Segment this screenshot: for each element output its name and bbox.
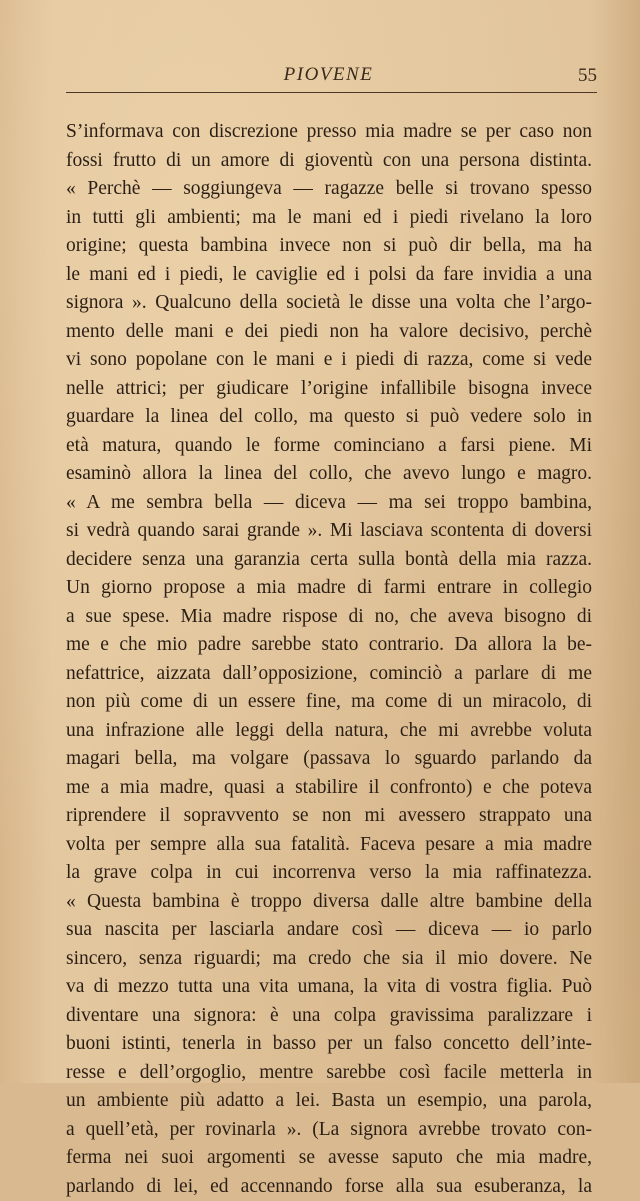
text-line: origine; questa bambina invece non si può dir bella, ma ha	[66, 232, 592, 261]
text-line: una infrazione alle leggi della natura, che mi avrebbe voluta	[66, 717, 592, 746]
text-line: diventare una signora: è una colpa gravissima paralizzare i	[66, 1002, 592, 1031]
text-line: sua nascita per lasciarla andare così — diceva — io parlo	[66, 916, 592, 945]
text-line: Un giorno propose a mia madre di farmi entrare in collegio	[66, 574, 592, 603]
text-line: età matura, quando le forme cominciano a farsi piene. Mi	[66, 432, 592, 461]
text-line: un ambiente più adatto a lei. Basta un esempio, una parola,	[66, 1087, 592, 1116]
text-line: guardare la linea del collo, ma questo si può vedere solo in	[66, 403, 592, 432]
page-number: 55	[578, 65, 597, 87]
header-rule	[66, 92, 597, 93]
text-line: ferma nei suoi argomenti se avesse saputo che mia madre,	[66, 1144, 592, 1173]
text-line: le mani ed i piedi, le caviglie ed i polsi da fare invidia a una	[66, 261, 592, 290]
text-line: volta per sempre alla sua fatalità. Faceva pesare a mia madre	[66, 831, 592, 860]
body-text	[66, 118, 592, 1201]
text-line: fossi frutto di un amore di gioventù con una persona distinta.	[66, 147, 592, 176]
text-line: « Perchè — soggiungeva — ragazze belle si trovano spesso	[66, 175, 592, 204]
text-line: me e che mio padre sarebbe stato contrario. Da allora la be-	[66, 631, 592, 660]
text-line: me a mia madre, quasi a stabilire il confronto) e che poteva	[66, 774, 592, 803]
text-line: decidere senza una garanzia certa sulla bontà della mia razza.	[66, 546, 592, 575]
text-line: esaminò allora la linea del collo, che avevo lungo e magro.	[66, 460, 592, 489]
text-line: resse e dell’orgoglio, mentre sarebbe così facile metterla in	[66, 1059, 592, 1088]
text-line: mento delle mani e dei piedi non ha valore decisivo, perchè	[66, 318, 592, 347]
text-line: a sue spese. Mia madre rispose di no, che aveva bisogno di	[66, 603, 592, 632]
text-line: a quell’età, per rovinarla ». (La signora avrebbe trovato con-	[66, 1116, 592, 1145]
text-line: in tutti gli ambienti; ma le mani ed i piedi rivelano la loro	[66, 204, 592, 233]
text-line: signora ». Qualcuno della società le disse una volta che l’argo-	[66, 289, 592, 318]
text-line: parlando di lei, ed accennando forse alla sua esuberanza, la	[66, 1173, 592, 1201]
text-line: « Questa bambina è troppo diversa dalle altre bambine della	[66, 888, 592, 917]
text-line: la grave colpa in cui incorrenva verso la mia raffinatezza.	[66, 859, 592, 888]
text-line: sincero, senza riguardi; ma credo che sia il mio dovere. Ne	[66, 945, 592, 974]
text-line: va di mezzo tutta una vita umana, la vita di vostra figlia. Può	[66, 973, 592, 1002]
text-line: S’informava con discrezione presso mia madre se per caso non	[66, 118, 592, 147]
text-line: nefattrice, aizzata dall’opposizione, cominciò a parlare di me	[66, 660, 592, 689]
text-line: riprendere il sopravvento se non mi avessero strappato una	[66, 802, 592, 831]
text-line: nelle attrici; per giudicare l’origine infallibile bisogna invece	[66, 375, 592, 404]
text-line: magari bella, ma volgare (passava lo sguardo parlando da	[66, 745, 592, 774]
text-line: vi sono popolane con le mani e i piedi di razza, come si vede	[66, 346, 592, 375]
running-head	[60, 62, 597, 92]
text-line: si vedrà quando sarai grande ». Mi lasciava scontenta di doversi	[66, 517, 592, 546]
text-line: non più come di un essere fine, ma come di un miracolo, di	[66, 688, 592, 717]
running-title: PIOVENE	[60, 64, 597, 86]
text-line: « A me sembra bella — diceva — ma sei troppo bambina,	[66, 489, 592, 518]
text-line: buoni istinti, tenerla in basso per un falso concetto dell’inte-	[66, 1030, 592, 1059]
